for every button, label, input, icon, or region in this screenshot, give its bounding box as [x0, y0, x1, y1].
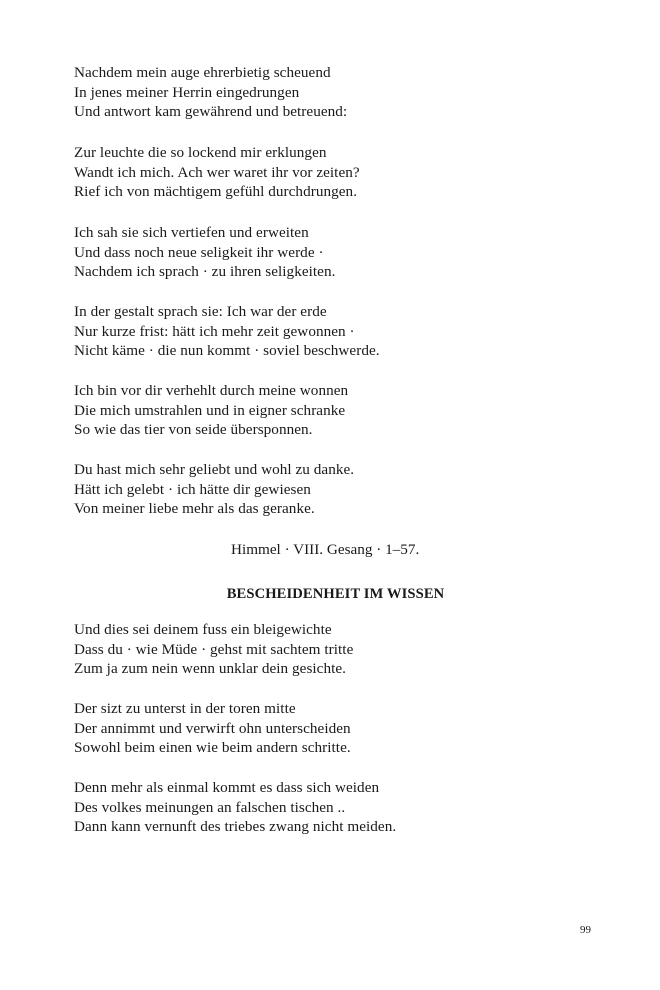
verse-line: Dann kann vernunft des triebes zwang nicht meiden. — [74, 818, 397, 835]
verse-line: Zum ja zum nein wenn unklar dein gesichte. — [74, 660, 347, 677]
citation: Himmel · VIII. Gesang · 1–57. — [231, 541, 420, 558]
canto-stanza-1 — [74, 63, 594, 122]
verse-line: Zur leuchte die so lockend mir erklungen — [74, 144, 327, 161]
verse-line: Und antwort kam gewährend und betreuend: — [74, 103, 348, 120]
canto-stanza-2 — [74, 143, 594, 202]
canto-stanza-3 — [74, 223, 594, 282]
verse-line: Wandt ich mich. Ach wer waret ihr vor zeiten? — [74, 163, 360, 181]
canto-stanza-5 — [74, 381, 594, 440]
poem-title-text: BESCHEIDENHEIT IM WISSEN — [226, 586, 445, 602]
poem-stanza-3 — [74, 778, 594, 837]
verse-line: Nicht käme · die nun kommt · soviel beschwerde. — [74, 342, 380, 359]
verse-line: Nur kurze frist: hätt ich mehr zeit gewonnen · — [74, 322, 355, 340]
verse-line: Du hast mich sehr geliebt und wohl zu danke. — [74, 461, 355, 478]
verse-line: Nachdem mein auge ehrerbietig scheuend — [74, 64, 331, 81]
verse-line: Denn mehr als einmal kommt es dass sich weiden — [74, 779, 380, 796]
verse-line: Ich sah sie sich vertiefen und erweiten — [74, 224, 309, 241]
page-number: 99 — [580, 924, 591, 936]
poem-stanza-1 — [74, 620, 594, 679]
verse-line: Der annimmt und verwirft ohn unterscheiden — [74, 719, 351, 737]
verse-line: Nachdem ich sprach · zu ihren seligkeiten. — [74, 263, 336, 280]
verse-line: Ich bin vor dir verhehlt durch meine wonnen — [74, 382, 349, 399]
verse-line: Und dies sei deinem fuss ein bleigewichte — [74, 621, 332, 638]
verse-line: So wie das tier von seide übersponnen. — [74, 421, 313, 438]
poem-title — [0, 586, 660, 603]
verse-line: Hätt ich gelebt · ich hätte dir gewiesen — [74, 480, 311, 498]
verse-line: Der sizt zu unterst in der toren mitte — [74, 700, 296, 717]
canto-stanza-6 — [74, 460, 594, 519]
verse-line: Des volkes meinungen an falschen tischen .. — [74, 798, 346, 816]
verse-line: Rief ich von mächtigem gefühl durchdrungen. — [74, 183, 358, 200]
verse-line: Dass du · wie Müde · gehst mit sachtem tritte — [74, 640, 354, 658]
verse-line: Von meiner liebe mehr als das geranke. — [74, 500, 315, 517]
canto-stanza-4 — [74, 302, 594, 361]
verse-line: Die mich umstrahlen und in eigner schranke — [74, 401, 346, 419]
verse-line: In der gestalt sprach sie: Ich war der erde — [74, 303, 327, 320]
poem-stanza-2 — [74, 699, 594, 758]
verse-line: In jenes meiner Herrin eingedrungen — [74, 83, 300, 101]
verse-line: Und dass noch neue seligkeit ihr werde · — [74, 243, 324, 261]
verse-line: Sowohl beim einen wie beim andern schritte. — [74, 739, 351, 756]
